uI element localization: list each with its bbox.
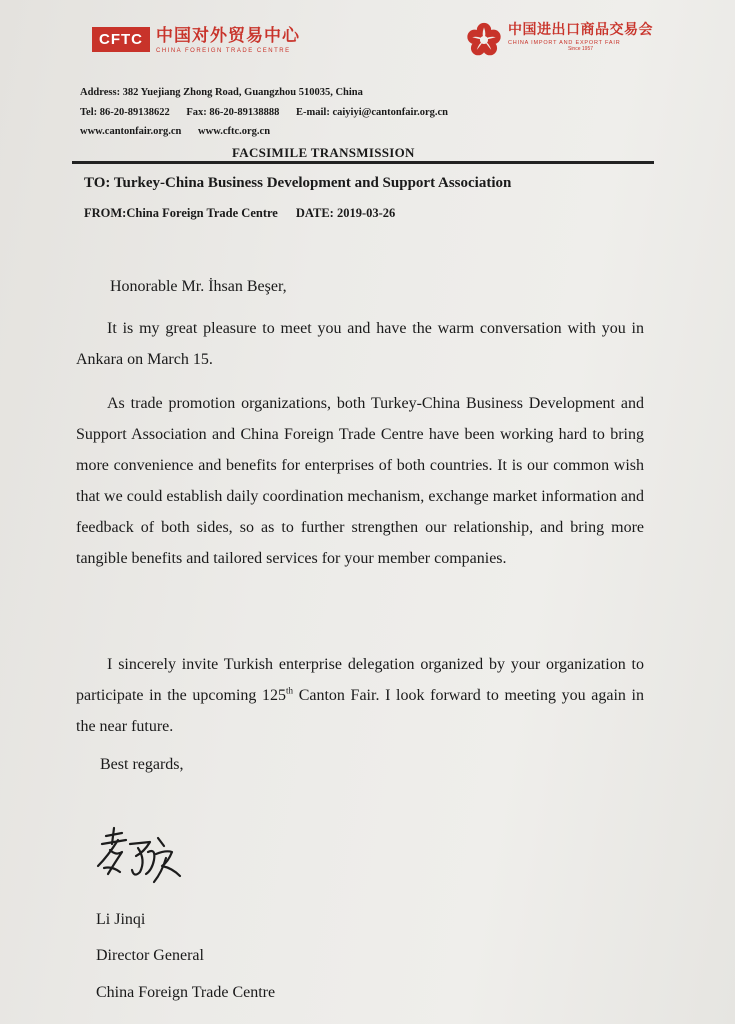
tel: Tel: 86-20-89138622 <box>80 107 170 118</box>
ordinal-suffix: th <box>286 685 294 696</box>
salutation: Honorable Mr. İhsan Beşer, <box>110 278 287 295</box>
cftc-name-cn: 中国对外贸易中心 <box>156 26 300 46</box>
phone-line <box>80 106 462 119</box>
signatory-title: Director General <box>96 947 204 964</box>
sender-date-line <box>84 206 395 221</box>
paragraph-3 <box>76 649 644 742</box>
paragraph-2: As trade promotion organizations, both Turkey-China Business Development and Support Association and China Foreign Trade Centre have been working hard to bring more convenience and benefits for enterprises of both countries. It is our common wish that we could establish daily coordination mechanism, exchange market information and feedback of both sides, so as to further strengthen our relationship, and bring more tangible benefits and tailored services for your member companies. <box>76 395 644 567</box>
sender: FROM:China Foreign Trade Centre <box>84 206 278 220</box>
email: E-mail: caiyiyi@cantonfair.org.cn <box>296 107 449 118</box>
recipient-line: TO: Turkey-China Business Development and Support Association <box>84 175 512 191</box>
document-title: FACSIMILE TRANSMISSION <box>232 145 415 160</box>
closing: Best regards, <box>100 756 184 773</box>
website-cantonfair: www.cantonfair.org.cn <box>80 126 182 137</box>
paragraph-1: It is my great pleasure to meet you and have the warm conversation with you in Ankara on March 15. <box>76 320 644 368</box>
fair-since: Since 1957 <box>567 46 594 52</box>
handwritten-signature <box>92 826 192 888</box>
canton-fair-logo <box>466 22 653 58</box>
address-line <box>80 86 377 99</box>
fair-name-cn: 中国进出口商品交易会 <box>508 22 653 38</box>
signatory-organization: China Foreign Trade Centre <box>96 984 276 1001</box>
paragraph-3-end: Canton Fair. I look forward to meeting you again in the near future. <box>76 687 645 735</box>
cftc-name-en: CHINA FOREIGN TRADE CENTRE <box>156 48 291 54</box>
signatory-name: Li Jinqi <box>96 911 146 928</box>
canton-fair-flower-icon <box>466 22 502 58</box>
header-divider <box>72 161 654 164</box>
website-line <box>80 125 284 138</box>
fair-name-en: CHINA IMPORT AND EXPORT FAIR <box>508 40 621 46</box>
date: DATE: 2019-03-26 <box>295 206 396 220</box>
address: Address: 382 Yuejiang Zhong Road, Guangzhou 510035, China <box>80 87 363 98</box>
fax: Fax: 86-20-89138888 <box>186 107 280 118</box>
cftc-logo <box>92 27 300 55</box>
website-cftc: www.cftc.org.cn <box>198 126 271 137</box>
paragraph-3-start: I sincerely invite Turkish enterprise delegation organized by your organization to participate in the upcoming 125 <box>76 656 644 704</box>
cftc-abbrev: CFTC <box>92 27 150 52</box>
